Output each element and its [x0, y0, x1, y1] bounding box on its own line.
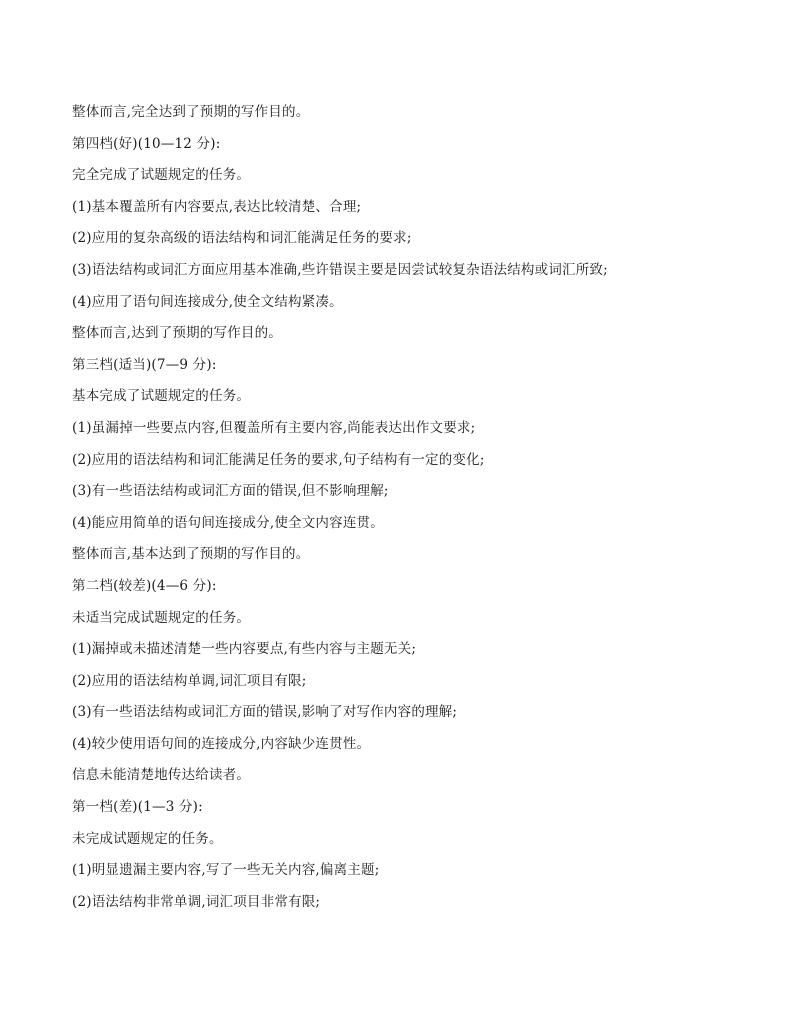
- list-item: (1)虽漏掉一些要点内容,但覆盖所有主要内容,尚能表达出作文要求;: [72, 419, 476, 436]
- text-line: 未完成试题规定的任务。: [72, 830, 223, 847]
- text-line: 完全完成了试题规定的任务。: [72, 167, 251, 184]
- text-line: 整体而言,完全达到了预期的写作目的。: [72, 104, 310, 120]
- section-heading: 第三档(适当)(7—9 分):: [72, 356, 217, 373]
- text-line: 信息未能清楚地传达给读者。: [72, 767, 251, 784]
- section-heading: 第四档(好)(10—12 分):: [72, 135, 221, 152]
- list-item: (1)明显遗漏主要内容,写了一些无关内容,偏离主题;: [72, 862, 380, 879]
- document-text: [72, 97, 772, 918]
- list-item: (4)能应用简单的语句间连接成分,使全文内容连贯。: [72, 514, 384, 531]
- list-item: (4)应用了语句间连接成分,使全文结构紧凑。: [72, 293, 343, 310]
- list-item: (2)应用的语法结构和词汇能满足任务的要求,句子结构有一定的变化;: [72, 451, 485, 468]
- text-line: 整体而言,达到了预期的写作目的。: [72, 325, 282, 342]
- list-item: (3)语法结构或词汇方面应用基本准确,些许错误主要是因尝试较复杂语法结构或词汇所致;: [72, 261, 608, 278]
- text-line: 整体而言,基本达到了预期的写作目的。: [72, 546, 310, 563]
- list-item: (3)有一些语法结构或词汇方面的错误,影响了对写作内容的理解;: [72, 704, 458, 721]
- list-item: (1)基本覆盖所有内容要点,表达比较清楚、合理;: [72, 198, 362, 215]
- list-item: (2)应用的语法结构单调,词汇项目有限;: [72, 672, 307, 689]
- list-item: (1)漏掉或未描述清楚一些内容要点,有些内容与主题无关;: [72, 641, 417, 658]
- section-heading: 第二档(较差)(4—6 分):: [72, 577, 217, 594]
- list-item: (2)应用的复杂高级的语法结构和词汇能满足任务的要求;: [72, 230, 412, 247]
- list-item: (3)有一些语法结构或词汇方面的错误,但不影响理解;: [72, 483, 389, 500]
- list-item: (2)语法结构非常单调,词汇项目非常有限;: [72, 893, 321, 910]
- section-heading: 第一档(差)(1—3 分):: [72, 799, 203, 816]
- text-line: 基本完成了试题规定的任务。: [72, 388, 251, 405]
- text-line: 未适当完成试题规定的任务。: [72, 609, 251, 626]
- list-item: (4)较少使用语句间的连接成分,内容缺少连贯性。: [72, 735, 371, 752]
